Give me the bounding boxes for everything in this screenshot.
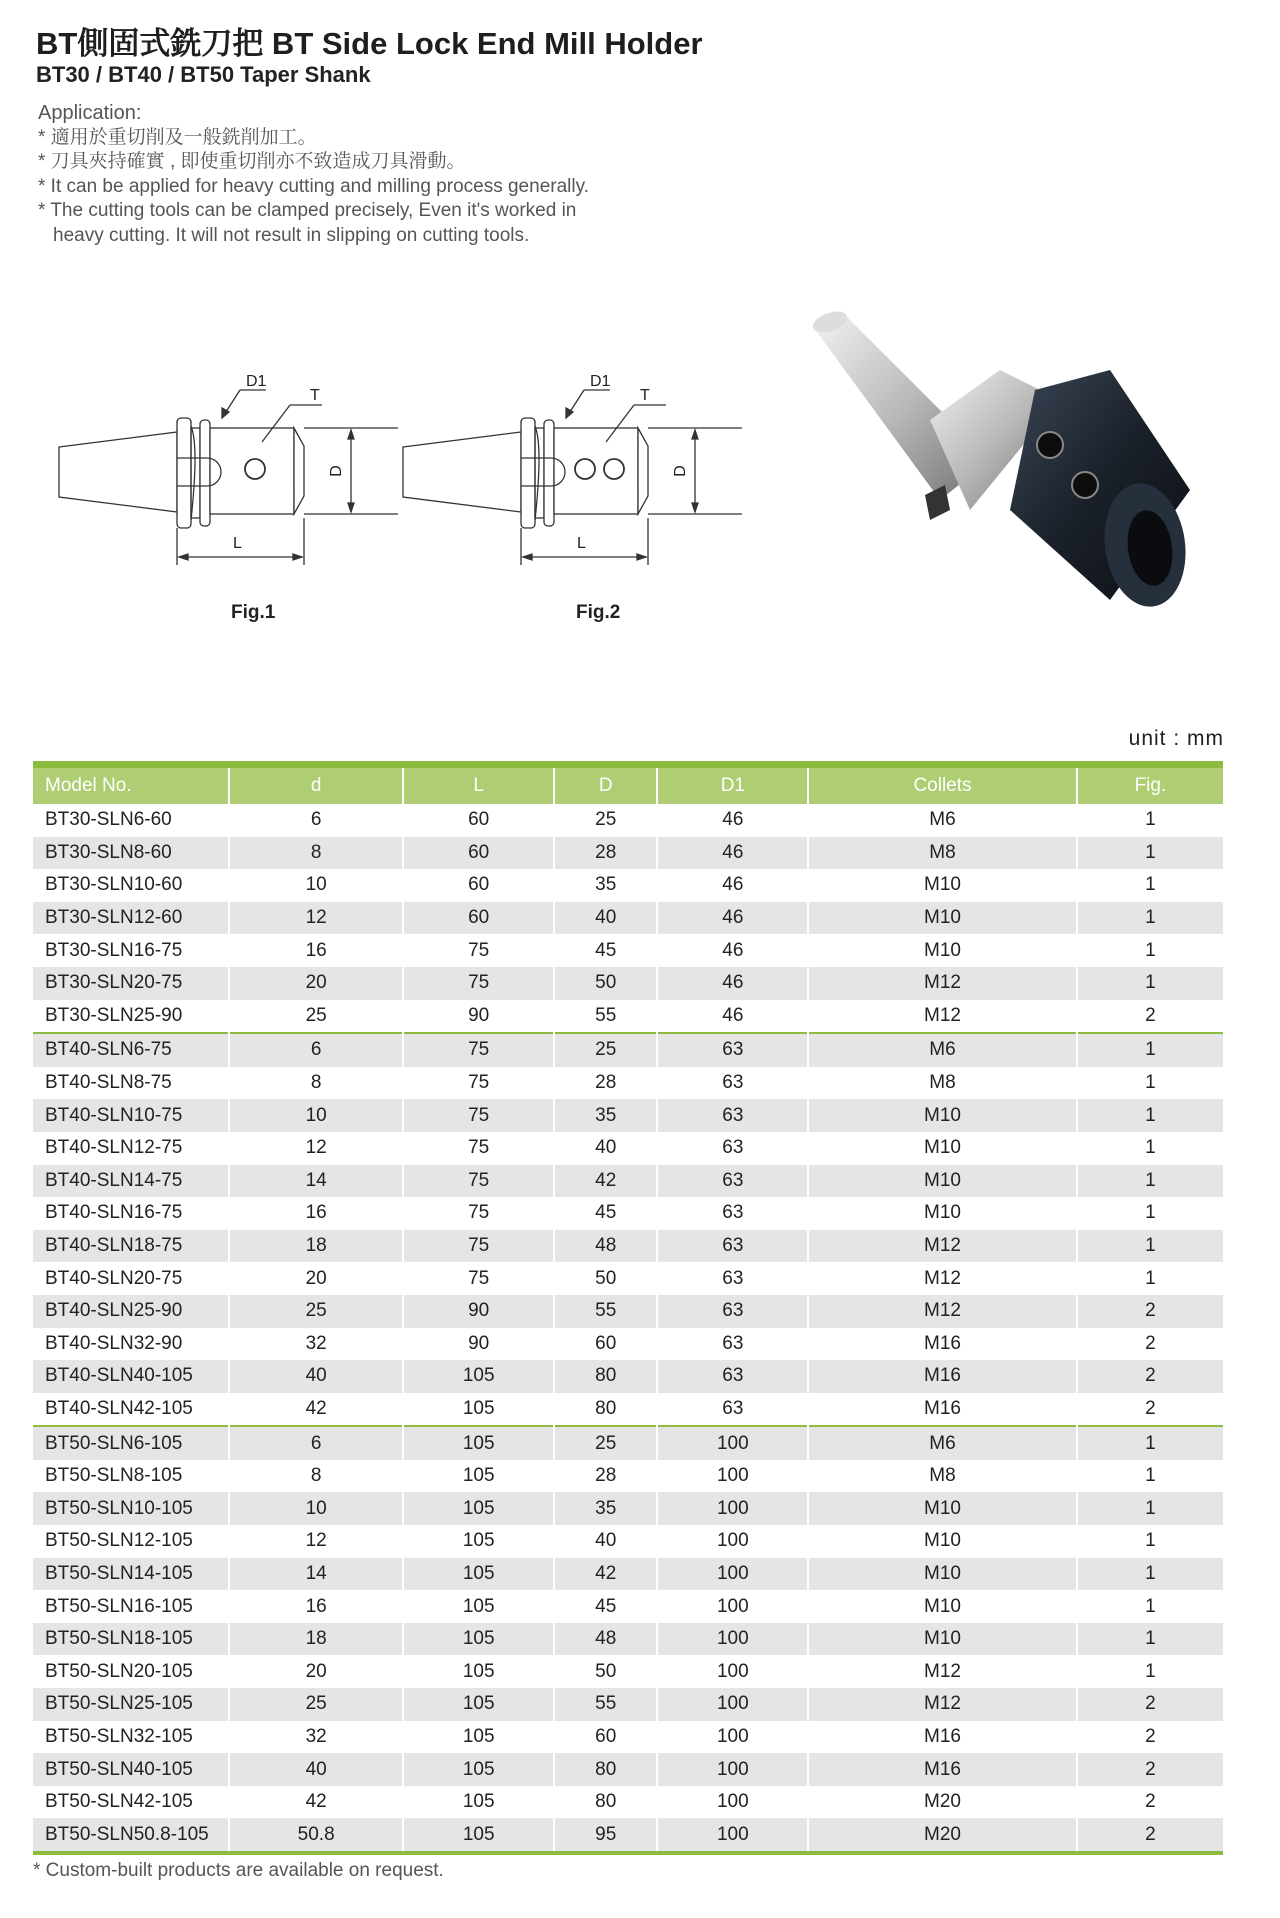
cell-d-outer: 28: [554, 837, 657, 870]
table-row: [33, 837, 1223, 870]
cell-d-outer: 28: [554, 1460, 657, 1493]
cell-l: 105: [403, 1590, 554, 1623]
cell-d: 10: [229, 1099, 403, 1132]
cell-collets: M12: [808, 1655, 1077, 1688]
cell-l: 105: [403, 1753, 554, 1786]
cell-d-outer: 80: [554, 1393, 657, 1427]
cell-d-outer: 55: [554, 1000, 657, 1034]
cell-d1: 63: [657, 1132, 808, 1165]
cell-l: 75: [403, 1262, 554, 1295]
cell-collets: M16: [808, 1393, 1077, 1427]
cell-d: 25: [229, 1000, 403, 1034]
cell-model-no: BT50-SLN50.8-105: [45, 1823, 209, 1845]
cell-collets: M6: [808, 804, 1077, 837]
cell-l: 75: [403, 1230, 554, 1263]
cell-d1: 46: [657, 1000, 808, 1034]
cell-l: 105: [403, 1525, 554, 1558]
page-title: BT側固式銑刀把 BT Side Lock End Mill Holder: [36, 26, 703, 61]
table-row: [33, 1753, 1223, 1786]
cell-d1: 46: [657, 869, 808, 902]
application-line: * 刀具夾持確實 , 即使重切削亦不致造成刀具滑動。: [38, 151, 466, 172]
application-heading: Application:: [38, 102, 142, 124]
cell-d1: 100: [657, 1721, 808, 1754]
cell-collets: M10: [808, 1590, 1077, 1623]
cell-l: 75: [403, 1197, 554, 1230]
cell-fig: 2: [1077, 1721, 1223, 1754]
table-row: [33, 934, 1223, 967]
cell-model-no: BT50-SLN25-105: [45, 1693, 193, 1715]
specifications-table: [33, 761, 1223, 1855]
cell-collets: M6: [808, 1426, 1077, 1460]
table-row: [33, 1525, 1223, 1558]
cell-l: 75: [403, 1033, 554, 1067]
cell-d: 14: [229, 1165, 403, 1198]
cell-d1: 63: [657, 1295, 808, 1328]
cell-model-no: BT50-SLN6-105: [33, 1426, 229, 1460]
cell-d1: 100: [657, 1655, 808, 1688]
cell-d: 50.8: [229, 1818, 403, 1853]
header-fig: Fig.: [1077, 765, 1223, 805]
cell-d-outer: 95: [554, 1818, 657, 1853]
cell-d: 12: [229, 902, 403, 935]
cell-collets: M8: [808, 837, 1077, 870]
cell-d: 10: [229, 869, 403, 902]
cell-d1: 100: [657, 1426, 808, 1460]
cell-d-outer: 28: [554, 1067, 657, 1100]
cell-d: 12: [229, 1525, 403, 1558]
cell-model-no: BT30-SLN12-60: [45, 907, 183, 929]
cell-l: 75: [403, 1099, 554, 1132]
cell-d-outer: 50: [554, 967, 657, 1000]
cell-l: 60: [403, 902, 554, 935]
table-row: [33, 1360, 1223, 1393]
cell-d1: 63: [657, 1262, 808, 1295]
application-line: * The cutting tools can be clamped precisely, Even it's worked in: [38, 200, 577, 221]
table-row: [33, 1460, 1223, 1493]
table-row: [33, 1590, 1223, 1623]
table-row: [33, 1328, 1223, 1361]
cell-d1: 100: [657, 1525, 808, 1558]
cell-d1: 63: [657, 1033, 808, 1067]
cell-d-outer: 45: [554, 1197, 657, 1230]
cell-model-no: BT40-SLN32-90: [45, 1332, 183, 1354]
cell-collets: M10: [808, 1099, 1077, 1132]
cell-l: 75: [403, 967, 554, 1000]
cell-d-outer: 40: [554, 1525, 657, 1558]
cell-fig: 1: [1077, 1655, 1223, 1688]
cell-fig: 1: [1077, 967, 1223, 1000]
header-d1: D1: [657, 765, 808, 805]
table-row: [33, 1295, 1223, 1328]
cell-fig: 1: [1077, 837, 1223, 870]
cell-d-outer: 35: [554, 1099, 657, 1132]
cell-d-outer: 55: [554, 1688, 657, 1721]
table-row: [33, 1230, 1223, 1263]
cell-d-outer: 42: [554, 1558, 657, 1591]
cell-fig: 1: [1077, 1525, 1223, 1558]
cell-fig: 1: [1077, 1590, 1223, 1623]
fig2-l-label: L: [577, 535, 586, 552]
cell-collets: M16: [808, 1360, 1077, 1393]
cell-d: 32: [229, 1328, 403, 1361]
cell-model-no: BT50-SLN32-105: [45, 1725, 193, 1747]
table-row: [33, 1558, 1223, 1591]
fig2-label: Fig.2: [576, 602, 621, 623]
cell-d-outer: 80: [554, 1786, 657, 1819]
cell-d-outer: 25: [554, 1033, 657, 1067]
cell-l: 90: [403, 1000, 554, 1034]
cell-collets: M8: [808, 1067, 1077, 1100]
table-row: [33, 1165, 1223, 1198]
cell-fig: 1: [1077, 1230, 1223, 1263]
cell-d-outer: 40: [554, 1132, 657, 1165]
cell-collets: M10: [808, 934, 1077, 967]
cell-fig: 1: [1077, 1099, 1223, 1132]
table-row: [33, 1721, 1223, 1754]
cell-model-no: BT50-SLN12-105: [45, 1530, 193, 1552]
cell-d: 40: [229, 1360, 403, 1393]
table-row: [33, 1655, 1223, 1688]
cell-d: 18: [229, 1623, 403, 1656]
cell-d1: 100: [657, 1492, 808, 1525]
cell-d: 14: [229, 1558, 403, 1591]
cell-model-no: BT30-SLN8-60: [45, 841, 172, 863]
cell-d1: 63: [657, 1099, 808, 1132]
cell-fig: 2: [1077, 1360, 1223, 1393]
cell-model-no: BT30-SLN20-75: [45, 972, 183, 994]
cell-fig: 1: [1077, 1460, 1223, 1493]
cell-d1: 63: [657, 1197, 808, 1230]
cell-l: 105: [403, 1688, 554, 1721]
cell-d: 25: [229, 1295, 403, 1328]
cell-l: 105: [403, 1360, 554, 1393]
fig1-t-label: T: [310, 387, 320, 404]
cell-model-no: BT40-SLN16-75: [45, 1202, 183, 1224]
cell-l: 105: [403, 1393, 554, 1427]
table-row: [33, 1818, 1223, 1853]
cell-collets: M16: [808, 1753, 1077, 1786]
cell-d: 16: [229, 1590, 403, 1623]
cell-model-no: BT50-SLN16-105: [45, 1595, 193, 1617]
cell-model-no: BT40-SLN20-75: [45, 1267, 183, 1289]
table-row: [33, 1492, 1223, 1525]
cell-d: 20: [229, 1262, 403, 1295]
cell-d1: 100: [657, 1558, 808, 1591]
cell-collets: M10: [808, 1492, 1077, 1525]
cell-collets: M6: [808, 1033, 1077, 1067]
footnote: * Custom-built products are available on request.: [33, 1860, 444, 1881]
cell-d: 6: [229, 1426, 403, 1460]
cell-fig: 1: [1077, 1067, 1223, 1100]
cell-d-outer: 60: [554, 1328, 657, 1361]
cell-collets: M10: [808, 1623, 1077, 1656]
table-row: [33, 967, 1223, 1000]
cell-d1: 100: [657, 1818, 808, 1853]
cell-d-outer: 45: [554, 934, 657, 967]
cell-d-outer: 50: [554, 1655, 657, 1688]
cell-d-outer: 48: [554, 1623, 657, 1656]
application-line: heavy cutting. It will not result in slipping on cutting tools.: [53, 224, 530, 246]
header-d-outer: D: [554, 765, 657, 805]
cell-collets: M10: [808, 869, 1077, 902]
cell-model-no: BT40-SLN14-75: [45, 1169, 183, 1191]
cell-l: 75: [403, 1067, 554, 1100]
cell-fig: 1: [1077, 1426, 1223, 1460]
cell-d: 20: [229, 967, 403, 1000]
table-row: [33, 1099, 1223, 1132]
cell-model-no: BT30-SLN6-60: [45, 809, 172, 831]
cell-d1: 63: [657, 1393, 808, 1427]
cell-d-outer: 45: [554, 1590, 657, 1623]
header-collets: Collets: [808, 765, 1077, 805]
cell-fig: 1: [1077, 1165, 1223, 1198]
cell-collets: M8: [808, 1460, 1077, 1493]
cell-model-no: BT50-SLN42-105: [45, 1791, 193, 1813]
table-row: [33, 902, 1223, 935]
table-row: [33, 869, 1223, 902]
cell-collets: M12: [808, 1295, 1077, 1328]
cell-l: 105: [403, 1426, 554, 1460]
cell-d: 16: [229, 934, 403, 967]
cell-d1: 100: [657, 1623, 808, 1656]
fig2-d1-label: D1: [590, 373, 611, 390]
cell-d: 20: [229, 1655, 403, 1688]
cell-fig: 1: [1077, 1558, 1223, 1591]
cell-d1: 100: [657, 1753, 808, 1786]
fig1-d1-label: D1: [246, 373, 267, 390]
cell-d: 10: [229, 1492, 403, 1525]
cell-d-outer: 25: [554, 804, 657, 837]
cell-model-no: BT30-SLN10-60: [45, 874, 183, 896]
cell-d1: 63: [657, 1067, 808, 1100]
cell-d-outer: 80: [554, 1360, 657, 1393]
cell-model-no: BT50-SLN40-105: [45, 1758, 193, 1780]
header-l: L: [403, 765, 554, 805]
cell-d1: 63: [657, 1230, 808, 1263]
cell-d: 8: [229, 1067, 403, 1100]
cell-l: 75: [403, 1132, 554, 1165]
header-model-no: Model No.: [45, 775, 132, 796]
cell-model-no: BT50-SLN10-105: [45, 1497, 193, 1519]
cell-model-no: BT50-SLN14-105: [45, 1562, 193, 1584]
cell-collets: M10: [808, 1558, 1077, 1591]
page-subtitle: BT30 / BT40 / BT50 Taper Shank: [36, 62, 371, 87]
cell-fig: 2: [1077, 1818, 1223, 1853]
cell-collets: M12: [808, 1688, 1077, 1721]
cell-collets: M10: [808, 1165, 1077, 1198]
cell-d-outer: 48: [554, 1230, 657, 1263]
header-d: d: [229, 765, 403, 805]
cell-d: 32: [229, 1721, 403, 1754]
cell-d1: 100: [657, 1460, 808, 1493]
cell-d-outer: 55: [554, 1295, 657, 1328]
cell-d: 8: [229, 1460, 403, 1493]
cell-d: 40: [229, 1753, 403, 1786]
table-row: [33, 1262, 1223, 1295]
cell-fig: 1: [1077, 1132, 1223, 1165]
cell-d: 42: [229, 1393, 403, 1427]
table-header-row: [33, 765, 1223, 805]
table-row: [33, 1132, 1223, 1165]
application-line: * It can be applied for heavy cutting and milling process generally.: [38, 175, 589, 197]
cell-model-no: BT40-SLN18-75: [45, 1235, 183, 1257]
cell-fig: 2: [1077, 1000, 1223, 1034]
cell-fig: 1: [1077, 1623, 1223, 1656]
cell-fig: 1: [1077, 1492, 1223, 1525]
cell-d1: 63: [657, 1360, 808, 1393]
cell-fig: 1: [1077, 1197, 1223, 1230]
fig1-drawing: [59, 390, 398, 565]
fig1-label: Fig.1: [231, 602, 276, 623]
cell-model-no: BT40-SLN25-90: [45, 1300, 183, 1322]
cell-d-outer: 35: [554, 1492, 657, 1525]
cell-model-no: BT50-SLN18-105: [45, 1628, 193, 1650]
cell-fig: 1: [1077, 1262, 1223, 1295]
cell-l: 90: [403, 1328, 554, 1361]
cell-d1: 46: [657, 902, 808, 935]
table-row: [33, 1000, 1223, 1034]
cell-d1: 100: [657, 1590, 808, 1623]
cell-model-no: BT40-SLN12-75: [45, 1137, 183, 1159]
cell-collets: M12: [808, 1230, 1077, 1263]
cell-l: 75: [403, 1165, 554, 1198]
cell-l: 105: [403, 1786, 554, 1819]
cell-l: 75: [403, 934, 554, 967]
cell-l: 90: [403, 1295, 554, 1328]
cell-l: 105: [403, 1623, 554, 1656]
application-line: * 適用於重切削及一般銑削加工。: [38, 126, 317, 148]
cell-fig: 1: [1077, 934, 1223, 967]
cell-collets: M20: [808, 1818, 1077, 1853]
cell-l: 105: [403, 1655, 554, 1688]
cell-d-outer: 42: [554, 1165, 657, 1198]
table-row: [33, 1197, 1223, 1230]
cell-collets: M12: [808, 967, 1077, 1000]
cell-d1: 46: [657, 804, 808, 837]
cell-l: 105: [403, 1818, 554, 1853]
fig2-drawing: [403, 390, 742, 565]
cell-d1: 46: [657, 967, 808, 1000]
cell-model-no: BT40-SLN42-105: [45, 1397, 193, 1419]
unit-label: unit : mm: [1128, 727, 1224, 750]
cell-collets: M10: [808, 902, 1077, 935]
cell-d-outer: 60: [554, 1721, 657, 1754]
cell-model-no: BT50-SLN20-105: [45, 1660, 193, 1682]
cell-fig: 1: [1077, 804, 1223, 837]
table-row: [33, 1393, 1223, 1427]
cell-fig: 2: [1077, 1295, 1223, 1328]
cell-l: 60: [403, 837, 554, 870]
fig2-t-label: T: [640, 387, 650, 404]
cell-model-no: BT50-SLN8-105: [45, 1465, 183, 1487]
cell-d-outer: 40: [554, 902, 657, 935]
cell-fig: 1: [1077, 869, 1223, 902]
table-row: [33, 1786, 1223, 1819]
cell-d1: 100: [657, 1688, 808, 1721]
cell-d-outer: 50: [554, 1262, 657, 1295]
cell-l: 60: [403, 869, 554, 902]
cell-l: 105: [403, 1558, 554, 1591]
cell-model-no: BT30-SLN16-75: [45, 939, 183, 961]
cell-d1: 63: [657, 1165, 808, 1198]
cell-fig: 2: [1077, 1328, 1223, 1361]
technical-drawings: [0, 0, 800, 660]
cell-d-outer: 80: [554, 1753, 657, 1786]
cell-d: 6: [229, 1033, 403, 1067]
cell-model-no: BT40-SLN10-75: [45, 1104, 183, 1126]
cell-collets: M10: [808, 1525, 1077, 1558]
cell-d1: 46: [657, 837, 808, 870]
cell-d: 12: [229, 1132, 403, 1165]
cell-model-no: BT40-SLN6-75: [33, 1033, 229, 1067]
table-row: [33, 1623, 1223, 1656]
cell-l: 105: [403, 1460, 554, 1493]
cell-d: 18: [229, 1230, 403, 1263]
table-row: [33, 1426, 1223, 1460]
cell-collets: M20: [808, 1786, 1077, 1819]
cell-d-outer: 25: [554, 1426, 657, 1460]
cell-d1: 63: [657, 1328, 808, 1361]
cell-d: 6: [229, 804, 403, 837]
cell-fig: 1: [1077, 902, 1223, 935]
cell-d: 16: [229, 1197, 403, 1230]
cell-collets: M12: [808, 1000, 1077, 1034]
cell-d: 8: [229, 837, 403, 870]
fig1-l-label: L: [233, 535, 242, 552]
cell-fig: 2: [1077, 1393, 1223, 1427]
fig1-d-label: D: [327, 465, 345, 477]
cell-d: 25: [229, 1688, 403, 1721]
cell-l: 60: [403, 804, 554, 837]
table-row: [33, 1033, 1223, 1067]
cell-d: 42: [229, 1786, 403, 1819]
fig2-d-label: D: [671, 465, 689, 477]
cell-model-no: BT40-SLN40-105: [45, 1365, 193, 1387]
cell-d-outer: 35: [554, 869, 657, 902]
cell-collets: M10: [808, 1197, 1077, 1230]
cell-fig: 2: [1077, 1786, 1223, 1819]
cell-fig: 2: [1077, 1688, 1223, 1721]
cell-d1: 46: [657, 934, 808, 967]
cell-collets: M12: [808, 1262, 1077, 1295]
cell-l: 105: [403, 1492, 554, 1525]
cell-fig: 1: [1077, 1033, 1223, 1067]
cell-d1: 100: [657, 1786, 808, 1819]
table-row: [33, 1067, 1223, 1100]
cell-collets: M10: [808, 1132, 1077, 1165]
table-row: [33, 1688, 1223, 1721]
cell-model-no: BT40-SLN8-75: [45, 1072, 172, 1094]
cell-fig: 2: [1077, 1753, 1223, 1786]
table-row: [33, 804, 1223, 837]
cell-collets: M16: [808, 1721, 1077, 1754]
cell-collets: M16: [808, 1328, 1077, 1361]
product-photo: [800, 310, 1200, 640]
cell-model-no: BT30-SLN25-90: [45, 1004, 183, 1026]
cell-l: 105: [403, 1721, 554, 1754]
